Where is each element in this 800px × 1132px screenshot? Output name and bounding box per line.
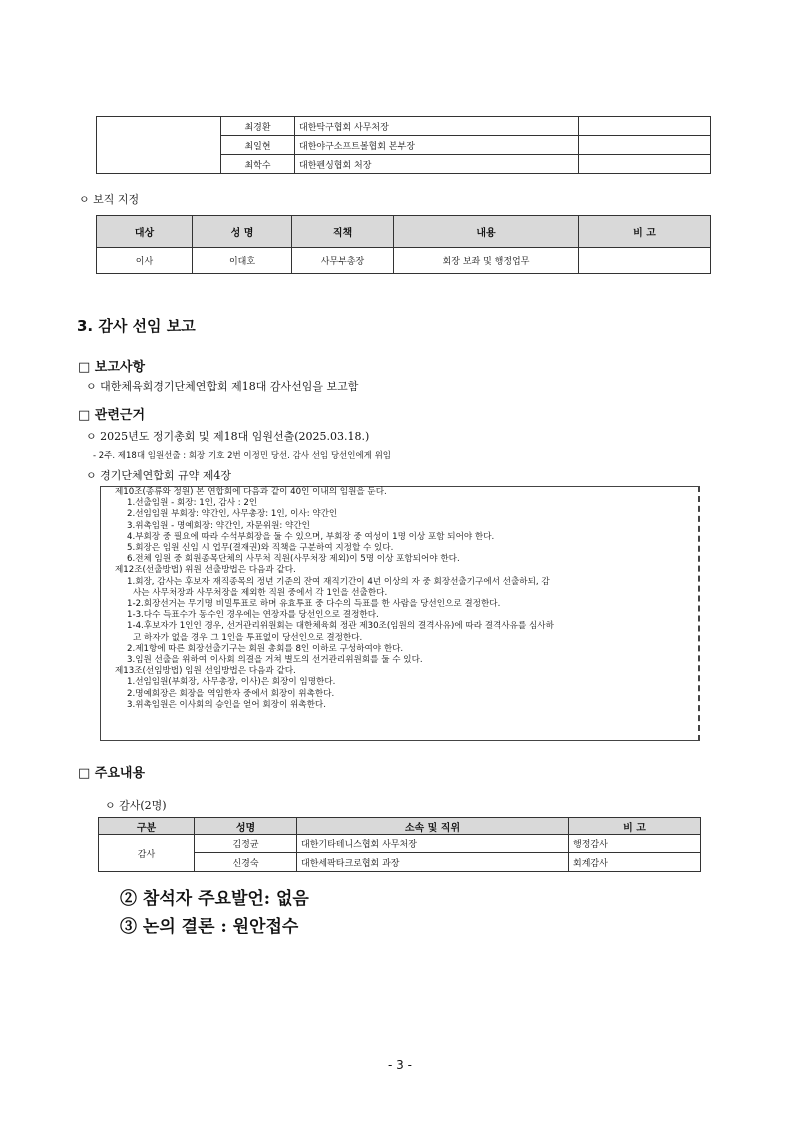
rule-line: 1.선출임원 - 회장: 1인, 감사 : 2인 (127, 498, 258, 509)
rule-line: 2.명예회장은 회장을 역임한자 중에서 회장이 위촉한다. (127, 688, 335, 699)
member-title: 대한펜싱협회 처장 (295, 155, 579, 174)
col-header: 성 명 (193, 216, 292, 248)
top-members-table (96, 116, 711, 174)
col-header: 성명 (195, 818, 297, 835)
cell (579, 248, 711, 274)
basis-sub-item: - 2주. 제18대 임원선출 : 회장 기호 2번 이정민 당선. 감사 선임 당선인에게 위임 (93, 451, 392, 461)
appointment-bullet: ㅇ 보직 지정 (79, 193, 140, 206)
rule-line: 3.위촉임원은 이사회의 승인을 얻어 회장이 위촉한다. (127, 699, 326, 710)
member-title: 대한야구소프트볼협회 본부장 (295, 136, 579, 155)
rule-line: 6.전체 임원 중 회원종목단체의 사무처 직원(사무처장 제외)이 5명 이상 포함되어야 한다. (127, 554, 460, 565)
conclusion-line-3: ③ 논의 결론 : 원안접수 (120, 917, 299, 937)
report-heading: □ 보고사항 (78, 360, 146, 375)
rule-line: 5.회장은 임원 신임 시 업무(결재권)와 직책을 구분하여 지정할 수 있다. (127, 543, 394, 554)
rule-line: 2.선임임원 부회장: 약간인, 사무총장: 1인, 이사: 약간인 (127, 509, 338, 520)
member-name: 최경환 (221, 117, 295, 136)
rule-line: 고 하자가 없을 경우 그 1인을 투표없이 당선인으로 결정한다. (133, 632, 363, 643)
cell: 이사 (97, 248, 193, 274)
main-item: ㅇ 감사(2명) (105, 799, 167, 812)
rule-line: 제12조(선출방법) 위원 선출방법은 다음과 같다. (115, 565, 296, 576)
basis-item-1: ㅇ 2025년도 정기총회 및 제18대 임원선출(2025.03.18.) (86, 430, 370, 443)
col-header: 직책 (292, 216, 394, 248)
basis-item-2: ㅇ 경기단체연합회 규약 제4장 (86, 469, 231, 482)
section-title: 3. 감사 선임 보고 (77, 317, 196, 335)
rule-line: 1-3.다수 득표수가 동수인 경우에는 연장자를 당선인으로 결정한다. (127, 610, 379, 621)
group-cell: 감사 (99, 835, 195, 872)
rule-line: 4.부회장 중 필요에 따라 수석부회장을 둘 수 있으며, 부회장 중 여성이 1명 이상 포함 되어야 한다. (127, 531, 495, 542)
member-name: 최일현 (221, 136, 295, 155)
rule-line: 1.선임임원(부회장, 사무총장, 이사)은 회장이 임명한다. (127, 677, 336, 688)
cell: 사무부총장 (292, 248, 394, 274)
merged-cell (97, 117, 221, 174)
rule-line: 제13조(선임방법) 임원 선임방법은 다음과 같다. (115, 666, 296, 677)
basis-heading: □ 관련근거 (78, 408, 146, 423)
appointment-table (96, 215, 711, 274)
member-name: 최학수 (221, 155, 295, 174)
cell: 회장 보좌 및 행정업무 (394, 248, 579, 274)
rules-excerpt-box (100, 486, 700, 741)
report-item: ㅇ 대한체육회경기단체연합회 제18대 감사선임을 보고함 (86, 380, 359, 393)
rule-line: 1.회장, 감사는 후보자 재직종목의 정년 기준의 잔여 재직기간이 4년 이상의 자 중 회장선출기구에서 선출하되, 감 (127, 576, 550, 587)
auditor-name: 신경숙 (195, 853, 297, 872)
auditor-name: 김정균 (195, 835, 297, 853)
cell: 이대호 (193, 248, 292, 274)
col-header: 비 고 (579, 216, 711, 248)
rule-line: 1-2.회장선거는 무기명 비밀투표로 하며 유효투표 중 다수의 득표를 한 사람을 당선인으로 결정한다. (127, 599, 501, 610)
member-title: 대한탁구협회 사무처장 (295, 117, 579, 136)
page-number: - 3 - (388, 1058, 412, 1072)
rule-line: 1-4.후보자가 1인인 경우, 선거관리위원회는 대한체육회 정관 제30조(임원의 결격사유)에 따라 결격사유를 심사하 (127, 621, 554, 632)
col-header: 내용 (394, 216, 579, 248)
rule-line: 3.위촉임원 - 명예회장: 약간인, 자문위원: 약간인 (127, 520, 310, 531)
col-header: 비 고 (569, 818, 701, 835)
auditor-note: 회계감사 (569, 853, 701, 872)
col-header: 구분 (99, 818, 195, 835)
rule-line: 3.임원 선출을 위하여 이사회 의결을 거쳐 별도의 선거관리위원회를 둘 수 있다. (127, 655, 423, 666)
auditor-title: 대한세팍타크로협회 과장 (297, 853, 569, 872)
col-header: 대상 (97, 216, 193, 248)
rule-line: 제10조(종류와 정원) 본 연합회에 다음과 같이 40인 이내의 임원을 둔다. (115, 487, 387, 497)
auditor-title: 대한기타테니스협회 사무처장 (297, 835, 569, 853)
rule-line: 사는 사무처장과 사무처장을 제외한 직원 중에서 각 1인을 선출한다. (133, 587, 388, 598)
conclusion-line-2: ② 참석자 주요발언: 없음 (120, 889, 309, 909)
auditors-table (98, 817, 701, 872)
auditor-note: 행정감사 (569, 835, 701, 853)
col-header: 소속 및 직위 (297, 818, 569, 835)
main-heading: □ 주요내용 (78, 766, 146, 781)
rule-line: 2.제1항에 따른 회장선출기구는 회원 총회를 8인 이하로 구성하여야 한다. (127, 643, 404, 654)
